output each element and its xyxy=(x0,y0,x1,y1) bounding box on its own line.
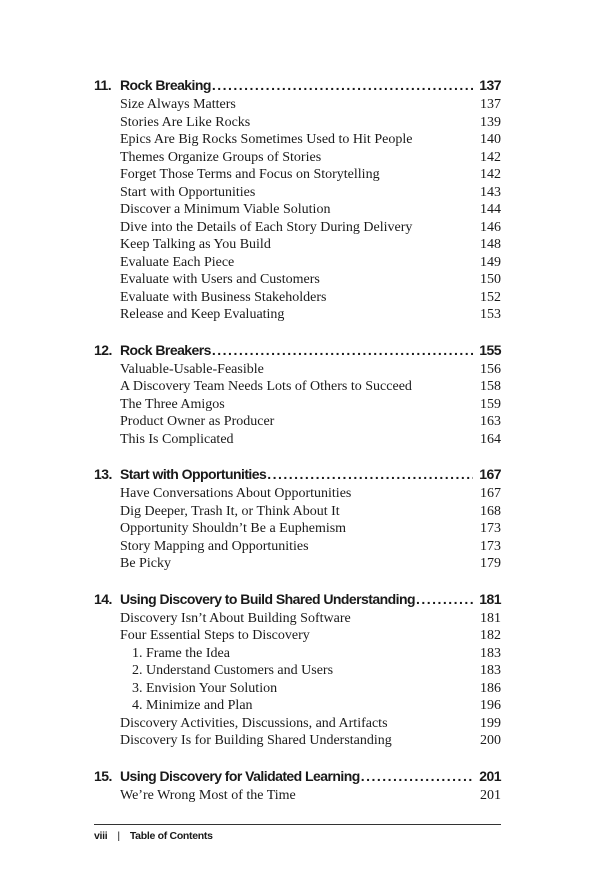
section-title: Themes Organize Groups of Stories xyxy=(120,149,322,165)
chapter-page: 137 xyxy=(479,77,501,93)
section-page: 179 xyxy=(480,556,501,571)
dot-leader xyxy=(212,75,473,95)
subsection-title: 3. Envision Your Solution xyxy=(132,680,278,696)
section-entry[interactable] xyxy=(94,254,501,272)
section-page: 142 xyxy=(480,167,501,182)
section-title: Have Conversations About Opportunities xyxy=(120,486,352,501)
section-title: Story Mapping and Opportunities xyxy=(120,538,309,554)
section-entry[interactable] xyxy=(94,201,501,219)
section-page: 146 xyxy=(480,219,501,235)
section-title: Discovery Is for Building Shared Understanding xyxy=(120,733,392,748)
section-page: 163 xyxy=(480,414,501,429)
section-title: We’re Wrong Most of the Time xyxy=(120,787,296,803)
subsection-page: 186 xyxy=(480,680,501,696)
chapter-heading[interactable] xyxy=(94,75,501,95)
section-entry[interactable] xyxy=(94,431,501,449)
chapter-heading[interactable] xyxy=(94,464,501,484)
chapter-11 xyxy=(94,75,501,324)
subsection-entry[interactable] xyxy=(94,645,501,663)
section-title: A Discovery Team Needs Lots of Others to Succeed xyxy=(120,379,412,394)
section-entry[interactable] xyxy=(94,732,501,750)
chapter-heading[interactable] xyxy=(94,340,501,360)
section-page: 148 xyxy=(480,237,501,252)
section-entry[interactable] xyxy=(94,610,501,628)
section-page: 182 xyxy=(480,628,501,643)
subsection-title: 4. Minimize and Plan xyxy=(132,698,253,713)
section-title: Start with Opportunities xyxy=(120,184,256,200)
chapter-title: Start with Opportunities xyxy=(120,466,267,482)
section-title: Stories Are Like Rocks xyxy=(120,114,251,130)
chapter-12 xyxy=(94,340,501,449)
section-entry[interactable] xyxy=(94,503,501,521)
dot-leader xyxy=(416,589,473,609)
chapter-title: Rock Breaking xyxy=(120,77,211,93)
section-entry[interactable] xyxy=(94,520,501,538)
chapter-15 xyxy=(94,766,501,805)
section-entry[interactable] xyxy=(94,166,501,184)
section-entry[interactable] xyxy=(94,485,501,503)
section-title: Dive into the Details of Each Story During Delivery xyxy=(120,219,413,235)
running-title: Table of Contents xyxy=(129,830,213,842)
section-title: Evaluate with Business Stakeholders xyxy=(120,289,327,305)
section-page: 142 xyxy=(480,149,501,165)
folio-page-number: viii xyxy=(94,830,108,842)
section-page: 137 xyxy=(480,97,501,112)
section-title: Epics Are Big Rocks Sometimes Used to Hit People xyxy=(120,132,413,147)
section-title: Discover a Minimum Viable Solution xyxy=(120,202,331,217)
section-title: The Three Amigos xyxy=(120,396,225,412)
dot-leader xyxy=(212,340,473,360)
section-entry[interactable] xyxy=(94,149,501,167)
section-entry[interactable] xyxy=(94,627,501,645)
section-entry[interactable] xyxy=(94,787,501,805)
section-entry[interactable] xyxy=(94,131,501,149)
section-title: Release and Keep Evaluating xyxy=(120,307,285,322)
subsection-title: 2. Understand Customers and Users xyxy=(132,663,334,678)
section-page: 167 xyxy=(480,486,501,501)
chapter-title: Rock Breakers xyxy=(120,341,211,358)
subsection-title: 1. Frame the Idea xyxy=(132,645,230,661)
chapter-title: Using Discovery to Build Shared Understanding xyxy=(120,590,415,607)
section-entry[interactable] xyxy=(94,396,501,414)
chapter-page: 155 xyxy=(479,341,501,358)
section-page: 152 xyxy=(480,289,501,305)
section-page: 168 xyxy=(480,503,501,519)
section-title: This Is Complicated xyxy=(120,431,234,447)
section-entry[interactable] xyxy=(94,114,501,132)
footer-separator: | xyxy=(117,830,120,842)
section-page: 153 xyxy=(480,307,501,322)
chapter-number: 15. xyxy=(94,767,112,784)
chapter-number: 11. xyxy=(94,77,112,93)
chapter-page: 181 xyxy=(479,590,501,607)
subsection-page: 183 xyxy=(480,663,501,678)
chapter-page: 167 xyxy=(479,466,501,482)
section-page: 139 xyxy=(480,114,501,130)
chapter-title: Using Discovery for Validated Learning xyxy=(120,767,360,784)
section-page: 201 xyxy=(480,787,501,803)
page-footer xyxy=(94,824,501,842)
section-page: 156 xyxy=(480,361,501,377)
section-title: Product Owner as Producer xyxy=(120,414,275,429)
section-entry[interactable] xyxy=(94,413,501,431)
section-entry[interactable] xyxy=(94,271,501,289)
section-title: Forget Those Terms and Focus on Storytelling xyxy=(120,167,380,182)
section-page: 158 xyxy=(480,379,501,394)
section-page: 173 xyxy=(480,521,501,536)
chapter-heading[interactable] xyxy=(94,766,501,786)
chapter-page: 201 xyxy=(479,767,501,784)
section-page: 200 xyxy=(480,733,501,748)
subsection-page: 183 xyxy=(480,645,501,661)
section-entry[interactable] xyxy=(94,219,501,237)
section-title: Opportunity Shouldn’t Be a Euphemism xyxy=(120,521,347,536)
section-entry[interactable] xyxy=(94,538,501,556)
section-page: 199 xyxy=(480,715,501,731)
dot-leader xyxy=(267,464,473,484)
chapter-13 xyxy=(94,464,501,573)
section-title: Be Picky xyxy=(120,556,171,571)
section-title: Discovery Activities, Discussions, and Artifacts xyxy=(120,715,388,731)
section-title: Evaluate with Users and Customers xyxy=(120,272,320,287)
section-page: 149 xyxy=(480,254,501,270)
subsection-entry[interactable] xyxy=(94,697,501,715)
table-of-contents xyxy=(94,75,501,820)
section-entry[interactable] xyxy=(94,289,501,307)
section-title: Four Essential Steps to Discovery xyxy=(120,628,310,643)
section-page: 164 xyxy=(480,431,501,447)
chapter-heading[interactable] xyxy=(94,589,501,609)
section-entry[interactable] xyxy=(94,361,501,379)
section-entry[interactable] xyxy=(94,96,501,114)
chapter-14 xyxy=(94,589,501,750)
section-entry[interactable] xyxy=(94,555,501,573)
section-title: Discovery Isn’t About Building Software xyxy=(120,610,351,626)
section-title: Evaluate Each Piece xyxy=(120,254,235,270)
section-page: 150 xyxy=(480,272,501,287)
section-page: 144 xyxy=(480,202,501,217)
section-entry[interactable] xyxy=(94,306,501,324)
chapter-number: 12. xyxy=(94,341,112,358)
section-page: 173 xyxy=(480,538,501,554)
subsection-entry[interactable] xyxy=(94,662,501,680)
section-title: Size Always Matters xyxy=(120,97,236,112)
subsection-page: 196 xyxy=(480,698,501,713)
section-entry[interactable] xyxy=(94,184,501,202)
section-page: 159 xyxy=(480,396,501,412)
section-page: 181 xyxy=(480,610,501,626)
chapter-number: 14. xyxy=(94,590,112,607)
section-entry[interactable] xyxy=(94,715,501,733)
dot-leader xyxy=(361,766,474,786)
section-title: Keep Talking as You Build xyxy=(120,237,271,252)
subsection-entry[interactable] xyxy=(94,680,501,698)
section-entry[interactable] xyxy=(94,236,501,254)
section-title: Dig Deeper, Trash It, or Think About It xyxy=(120,503,340,519)
section-page: 140 xyxy=(480,132,501,147)
section-entry[interactable] xyxy=(94,378,501,396)
section-title: Valuable-Usable-Feasible xyxy=(120,361,264,377)
chapter-number: 13. xyxy=(94,466,112,482)
section-page: 143 xyxy=(480,184,501,200)
